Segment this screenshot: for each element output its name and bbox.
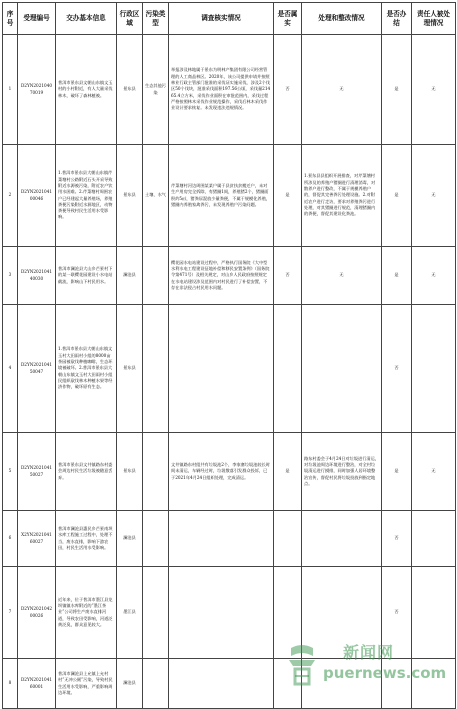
cell-verification: [169, 305, 274, 433]
cell-is-fact: 是: [274, 145, 302, 247]
cell-handling: 路东村委会于4月24日对垃圾进行清运，对垃圾池周边环境进行整治，对全村垃圾清运进行摸排，同时加强人居环境整治宣传，督促村民将垃圾投放到指定地点。: [302, 433, 382, 511]
cell-id: D2YN20210416000​1: [18, 659, 56, 709]
table-row: [3, 145, 456, 247]
cell-verification: 芹菜塘村河边周围某某户属于县贫扶贫搬迁户，未对生产用房完全拆除，有猪圈1间，养殖猪2个，猪圈面积约5㎡，猪粪尿混放少量粪便，不属于规模化养殖，猪圈内养殖家禽粪污，未发现养殖户污染问题。: [169, 145, 274, 247]
cell-handling: [302, 659, 382, 709]
cell-id: D2YN20210410004​6: [18, 145, 56, 247]
table-row: [3, 247, 456, 305]
cell-verification: 举报涉及林地属于景东为明林产集团有限公司经营管理的人工商品林区。2020年，该公司提供申请并按照林业行政主管部门批准的采伐证实施采伐，涉及2个伐区50个伐块，批准采伐面积197.56公顷，采伐量21465.4立方米，采伐作业面积在审批范围内，采伐过程严格按照林木采伐作业规范操作，采伐后林木采伐作业设计要求恢复。未发现违法违规情况。: [169, 35, 274, 145]
table-row: [3, 659, 456, 709]
cell-is-fact: 是: [274, 433, 302, 511]
cell-is-fact: [274, 567, 302, 659]
watermark-url: puernews.com: [323, 664, 447, 682]
cell-is-done: 是: [382, 433, 412, 511]
cell-pollution-type: [143, 511, 169, 567]
cell-region: 景东县: [117, 433, 143, 511]
cell-is-fact: [274, 511, 302, 567]
complaint-table: [2, 2, 456, 709]
cell-is-done: 否: [382, 567, 412, 659]
header-responsible: 责任人被处理情况: [412, 3, 456, 35]
table-header-row: [3, 3, 456, 35]
cell-pollution-type: 生态其他污染: [143, 35, 169, 145]
cell-is-fact: [274, 659, 302, 709]
cell-info: 普洱市澜沧县上允镇上允村村“无冲公厕”污染，导致村民生活用水受影响，严重影响周边环境。: [56, 659, 117, 709]
header-pollution-type: 污染类型: [143, 3, 169, 35]
cell-handling: 无: [302, 35, 382, 145]
table-row: [3, 567, 456, 659]
cell-is-fact: [274, 305, 302, 433]
header-is-fact: 是否属实: [274, 3, 302, 35]
cell-seq: 5: [3, 433, 18, 511]
cell-pollution-type: [143, 433, 169, 511]
header-id: 受理编号: [18, 3, 56, 35]
cell-seq: 8: [3, 659, 18, 709]
cell-seq: 4: [3, 305, 18, 433]
cell-responsible: [412, 305, 456, 433]
cell-verification: 樱花园水电站建设过程中，严格执行国务院《大中型水利水电工程建设征地补偿和移民安置条例》（国务院令第471号）及相关规定，对山乡人民政府按照规定在水电站建设涉及范围内对村民进行了补偿安置，不存在非法侵占村民用水问题。: [169, 247, 274, 305]
cell-seq: 6: [3, 511, 18, 567]
cell-pollution-type: [143, 659, 169, 709]
cell-info: 普洱市景东县文朝山东镇文玉村的小村附近，有人大量采伐林木，破坏了森林植被。: [56, 35, 117, 145]
cell-region: 墨江县: [117, 567, 143, 659]
cell-seq: 7: [3, 567, 18, 659]
cell-pollution-type: 土壤、水气: [143, 145, 169, 247]
cell-is-fact: 否: [274, 35, 302, 145]
cell-info: 1.普洱市景东县大朝山东镇芹菜塘村公路附近石头开采导致附近水源被污染，附近农户饮用水困难。2.芹菜塘村周围农户已经建起大量养殖场，养殖粪便污染附近水源地区，动物粪便导致村民生活用水受影响。: [56, 145, 117, 247]
cell-id: D2YN20210415004​7: [18, 305, 56, 433]
cell-id: D2YN20210407001​9: [18, 35, 56, 145]
cell-info: 普洱市澜沧县惠民乡芒景南坝水库工程施工过程中，处理不当，废水直排，影响下游农田，村民生活用水受影响。: [56, 511, 117, 567]
header-region: 行政区域: [117, 3, 143, 35]
cell-region: 澜沧县: [117, 247, 143, 305]
cell-region: 景东县: [117, 145, 143, 247]
header-verification: 调查核实情况: [169, 3, 274, 35]
cell-region: 景东县: [117, 305, 143, 433]
cell-pollution-type: [143, 247, 169, 305]
cell-verification: [169, 567, 274, 659]
header-seq: 序号: [3, 3, 18, 35]
cell-info: 普洱市景东县文井镇路东村委会周边村民生活垃圾被随意丢弃。: [56, 433, 117, 511]
cell-is-done: 否: [382, 511, 412, 567]
cell-seq: 2: [3, 145, 18, 247]
cell-seq: 3: [3, 247, 18, 305]
table-row: [3, 35, 456, 145]
cell-is-fact: 否: [274, 247, 302, 305]
table-row: [3, 511, 456, 567]
cell-pollution-type: [143, 305, 169, 433]
cell-handling: [302, 305, 382, 433]
cell-responsible: 无: [412, 145, 456, 247]
cell-responsible: [412, 567, 456, 659]
watermark-cn: 新闻网: [343, 643, 395, 662]
cell-verification: [169, 659, 274, 709]
header-is-done: 是否办结: [382, 3, 412, 35]
cell-is-done: 否: [382, 305, 412, 433]
cell-handling: [302, 567, 382, 659]
cell-is-done: 是: [382, 247, 412, 305]
cell-handling: 无: [302, 247, 382, 305]
cell-seq: 1: [3, 35, 18, 145]
cell-responsible: 无: [412, 433, 456, 511]
cell-is-done: [382, 659, 412, 709]
cell-responsible: [412, 659, 456, 709]
cell-id: X2YN20210416002​7: [18, 511, 56, 567]
cell-region: 澜沧县: [117, 659, 143, 709]
cell-responsible: 无: [412, 35, 456, 145]
cell-handling: [302, 511, 382, 567]
cell-pollution-type: [143, 567, 169, 659]
header-handling: 处理和整改情况: [302, 3, 382, 35]
cell-info: 1.普洱市景东县大朝山东镇文玉村大田雨村小组的8000亩茶园被砍伐种植咖啡，生态环境被破坏。2.普洱市景东县大朝山东镇文玉村大田雨村小组民组织砍伐林木种植水果等经济作物，破坏原有生态。: [56, 305, 117, 433]
cell-is-done: 是: [382, 145, 412, 247]
cell-region: 景东县: [117, 35, 143, 145]
cell-responsible: 无: [412, 247, 456, 305]
header-info: 交办基本信息: [56, 3, 117, 35]
cell-verification: 文井镇路东村组共有垃圾池2个，李家寨垃圾池较长时间未清运，车辆经过时，垃圾散落引发群众投诉，已于2021年4月24日组织处理，完成清运。: [169, 433, 274, 511]
cell-id: D2YN20210415002​7: [18, 433, 56, 511]
cell-id: D2YN20210420002​6: [18, 567, 56, 659]
cell-region: 澜沧县: [117, 511, 143, 567]
cell-responsible: [412, 511, 456, 567]
table-row: [3, 433, 456, 511]
cell-info: 普洱市澜沧县大山乡芒景村下的某一联樱花园建设小水电站截流，影响山下村民用水。: [56, 247, 117, 305]
cell-id: D2YN20210414003​0: [18, 247, 56, 305]
cell-info: 近年来，位于普洱市墨江县龙坝镇镇水库附近的“墨江茶业”公司将生产废水直排河道，导致农田受影响，河道泛黄泛臭，群众意见较大。: [56, 567, 117, 659]
cell-handling: 1.景东县县组织开展排查，对芹菜塘村所涉及的养殖户猪圈进行清理消毒，对散养户进行整改，不属于规模养殖户的，督促其完善粪污处理设施。2.对附近农户进行走访，要求对养殖粪污进行处理，对其猪圈进行规范，清理猪圈内的粪便，督促其建设化粪池。: [302, 145, 382, 247]
cell-is-done: 是: [382, 35, 412, 145]
table-row: [3, 305, 456, 433]
cell-verification: [169, 511, 274, 567]
